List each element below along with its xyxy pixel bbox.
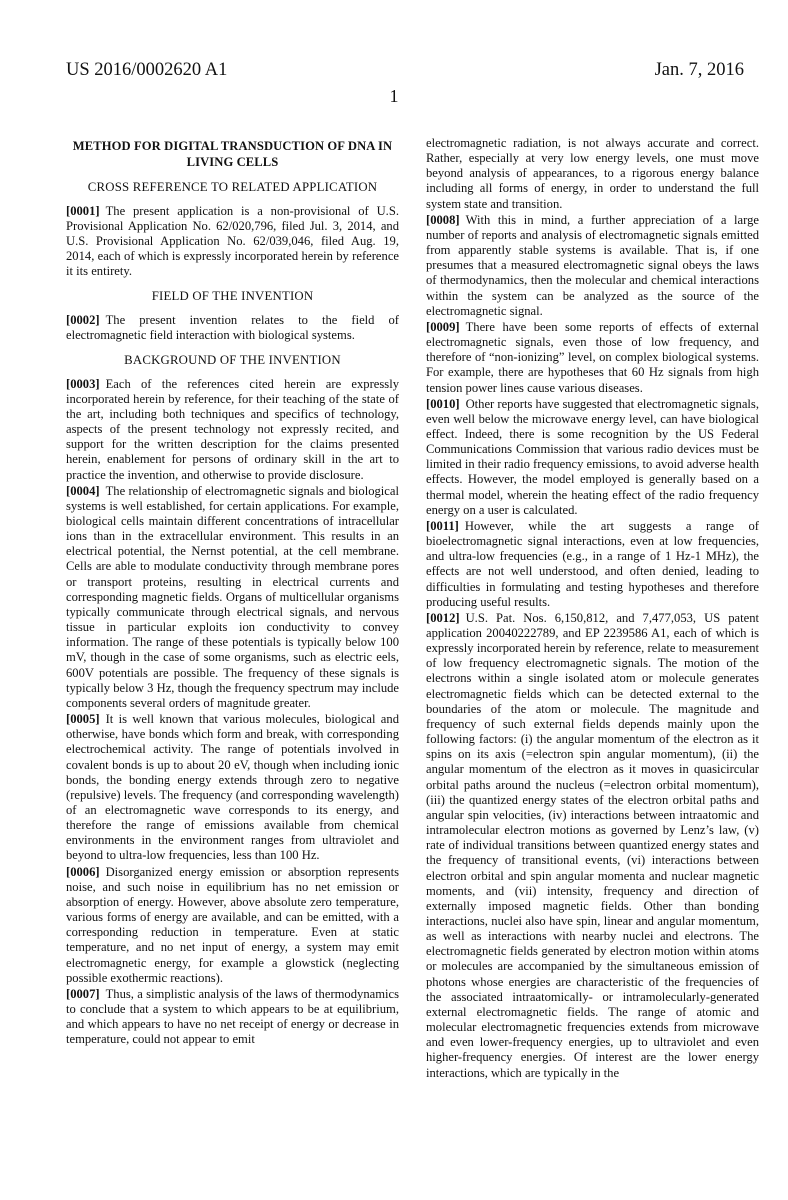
paragraph-text: The present application is a non-provisional of U.S. Provisional Application No. 62/020,796, filed Jul. 3, 2014, and U.S. Provisional Application No. 62/039,046, filed Aug. 19, 2014, each of which is expressly incorporated herein by reference it its entirety. xyxy=(66,203,399,279)
paragraph-number: [0011] xyxy=(426,518,459,533)
document-title: METHOD FOR DIGITAL TRANSDUCTION OF DNA IN LIVING CELLS xyxy=(72,139,393,169)
paragraph-0002 xyxy=(66,313,399,343)
paragraph-number: [0003] xyxy=(66,376,100,391)
paragraph-text: Each of the references cited herein are expressly incorporated herein by reference, for their teaching of the state of the art, including both techniques and specifics of technology, aspects of the present technology not expressly recited, and support for the written description for the claims presented herein, enablement for persons of ordinary skill in the art to practice the invention, and otherwise to provide disclosure. xyxy=(66,376,399,482)
paragraph-text: The present invention relates to the field of electromagnetic field interaction with biological systems. xyxy=(66,312,399,342)
left-column xyxy=(66,132,399,1048)
paragraph-text: With this in mind, a further appreciation of a large number of reports and analysis of electromagnetic signals emitted from apparently stable systems is available. That is, if one presumes that a measured electromagnetic signal obeys the laws of thermodynamics, then the molecular and chemical interactions within the system can be analyzed as the source of the electromagnetic signal. xyxy=(426,212,759,318)
paragraph-0009 xyxy=(426,320,759,396)
paragraph-0005 xyxy=(66,712,399,864)
paragraph-0006 xyxy=(66,865,399,986)
paragraph-0011 xyxy=(426,519,759,610)
heading-background: BACKGROUND OF THE INVENTION xyxy=(124,353,341,368)
paragraph-text: It is well known that various molecules, biological and otherwise, have bonds which form and break, with corresponding electrochemical activity. The range of potentials involved in covalent bonds is up to about 20 eV, though when including ionic bonds, the bonding energy extends through zero to negative (repulsive) levels. The frequency (and corresponding wavelength) of an electromagnetic wave corresponds to its energy, and therefore the range of emissions available from chemical environments in the environment ranges from ultraviolet and beyond to ultra-low frequencies, less than 100 Hz. xyxy=(66,712,399,863)
paragraph-text: However, while the art suggests a range of bioelectromagnetic signal interactions, even at low frequencies, and ultra-low frequencies (e.g., in a range of 1 Hz-1 MHz), the effects are not well understood, and often denied, leading to difficulties in formulating and testing hypotheses and therefore producing useful results. xyxy=(426,518,759,609)
paragraph-0003 xyxy=(66,377,399,483)
paragraph-0001 xyxy=(66,204,399,280)
paragraph-text: The relationship of electromagnetic signals and biological systems is well established, for certain applications. For example, biological cells maintain different concentrations of intracellular ions than in the extracellular environment. This results in an electrical potential, the Nernst potential, at the cell membrane. Cells are able to modulate conductivity through membrane pores or transport proteins, resulting in electrical currents and corresponding magnetic fields. Organs of multicellular organisms typically communicate through electrical signals, and nervous tissue in particular exploits ion conductivity to convey information. The range of these potentials is typically below 100 mV, though in the case of some organisms, such as electric eels, 600V potentials are possible. The frequency of these signals is typically below 3 Hz, though the frequency spectrum may include components several orders of magnitude greater. xyxy=(66,483,399,710)
right-column xyxy=(426,136,759,1082)
paragraph-number: [0009] xyxy=(426,319,460,334)
paragraph-text: Other reports have suggested that electromagnetic signals, even well below the microwave energy level, can have biological effect. Indeed, there is some recognition by the US Federal Communications Commission that various radio devices must be limited in their radio frequency emissions, to avoid adverse health effects. However, the model employed is generally based on a thermal model, wherein the heating effect of the radio frequency energy on a user is calculated. xyxy=(426,396,759,517)
paragraph-0008 xyxy=(426,213,759,319)
paragraph-0012 xyxy=(426,611,759,1081)
paragraph-number: [0006] xyxy=(66,864,100,879)
paragraph-number: [0005] xyxy=(66,712,100,727)
heading-cross-reference: CROSS REFERENCE TO RELATED APPLICATION xyxy=(87,180,378,194)
paragraph-text: There have been some reports of effects of external electromagnetic signals, even those of low frequency, and therefore of “non-ionizing” level, on complex biological systems. For example, there are hypotheses that 60 Hz signals from high tension power lines cause various diseases. xyxy=(426,319,759,395)
heading-field: FIELD OF THE INVENTION xyxy=(151,289,314,304)
paragraph-number: [0004] xyxy=(66,483,100,498)
page-header xyxy=(66,60,744,84)
paragraph-number: [0012] xyxy=(426,610,460,625)
page-number: 1 xyxy=(389,86,399,106)
paragraph-0007 xyxy=(66,987,399,1048)
paragraph-0004 xyxy=(66,484,399,711)
paragraph-text: Disorganized energy emission or absorption represents noise, and such noise in equilibrium has no net emission or absorption of energy. However, above absolute zero temperature, various forms of energy are available, and can be emitted, with a corresponding reduction in temperature. Even at static temperature, and no net input of energy, a system may emit electromagnetic energy, for example a glowstick (neglecting possible exothermic reactions). xyxy=(66,864,399,985)
paragraph-number: [0008] xyxy=(426,212,460,227)
paragraph-number: [0001] xyxy=(66,203,100,218)
paragraph-text: U.S. Pat. Nos. 6,150,812, and 7,477,053, US patent application 20040222789, and EP 2239586 A1, each of which is expressly incorporated herein by reference, relate to measurement of low frequency electromagnetic signals. The motion of the electrons within a single isolated atom or molecule generates electromagnetic fields which can be detected external to the boundaries of the atom or molecule. The magnitude and frequency of such external fields depends mainly upon the following factors: (i) the angular momentum of the electron as it spins on its axis (=electron spin angular momentum), (ii) the angular momentum of the electron as it moves in quasicircular orbital paths around the nucleus (=electron orbital momentum), (iii) the quantized energy states of the electron orbital paths and angular spin velocities, (iv) interactions between intraatomic and intramolecular electron motions as governed by Lenz’s law, (v) rate of individual transitions between quantized energy states and the frequency of transitional events, (vi) interactions between electron orbital and spin angular momenta and nuclear magnetic moments, and (vii) intensity, frequency and direction of externally imposed magnetic fields. Other than bonding interactions, nuclei also have spin, linear and angular momentum, as well as interactions with nearby nuclei and electrons. The electromagnetic fields generated by electron motion within atoms or molecules are accompanied by the simultaneous emission of photons whose energies are characteristic of the frequencies of the associated intraatomically- or intramolecularly-generated external electromagnetic fields. The range of atomic and molecular electromagnetic frequencies extends from microwave and even lower-frequency energies, up to ultraviolet and even higher-frequency energies. Of interest are the lower energy interactions, which are typically in the xyxy=(426,610,759,1080)
paragraph-number: [0007] xyxy=(66,986,100,1001)
publication-date: Jan. 7, 2016 xyxy=(654,60,744,80)
paragraph-number: [0010] xyxy=(426,396,460,411)
paragraph-0010 xyxy=(426,397,759,518)
patent-number: US 2016/0002620 A1 xyxy=(66,60,228,80)
paragraph-number: [0002] xyxy=(66,312,100,327)
paragraph-text: Thus, a simplistic analysis of the laws of thermodynamics to conclude that a system to which appears to be at equilibrium, and which appears to have no net receipt of energy or decrease in temperature, could not appear to emit xyxy=(66,986,399,1047)
paragraph-0007-continued: electromagnetic radiation, is not always accurate and correct. Rather, especially at very low energy levels, one must move beyond analysis of appearances, to a rigorous energy balance including all forms of energy, in order to understand the full system state and transition. xyxy=(426,136,759,211)
